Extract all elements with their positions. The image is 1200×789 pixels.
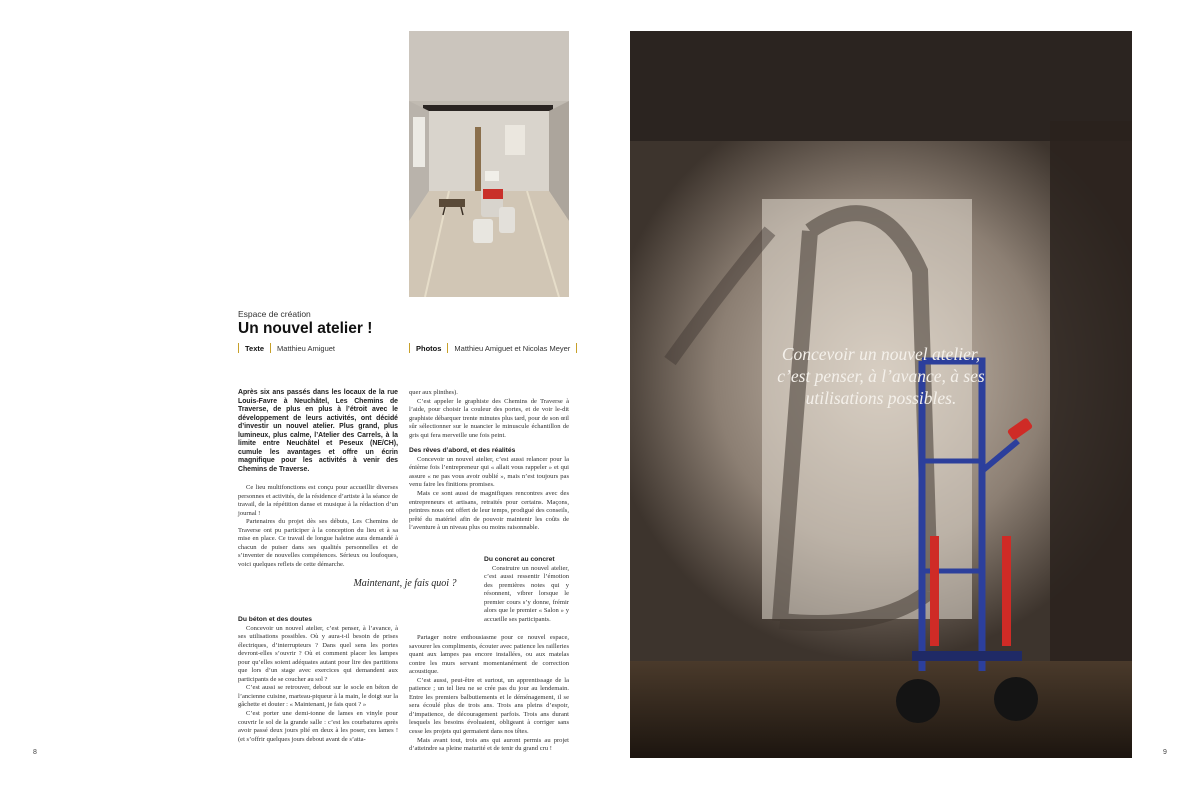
paragraph: C’est aussi se retrouver, debout sur le socle en béton de l’ancienne cuisine, marteau-piqueur à la main, le doigt sur la gâchette et douter : « Maintenant, je fais quoi ? » xyxy=(238,684,398,709)
subheading: Du béton et des doutes xyxy=(238,616,312,623)
column-left-lower xyxy=(238,616,398,744)
text-credit-label: Texte xyxy=(245,344,265,353)
renovation-photo xyxy=(409,31,569,297)
photo-quote: Concevoir un nouvel atelier, c’est penser, à l’avance, à ses utilisations possibles. xyxy=(777,344,985,408)
column-left xyxy=(238,484,398,569)
page-number-left: 8 xyxy=(33,749,37,756)
paragraph: Partenaires du projet dès ses débuts, Les Chemins de Traverse ont pu participer à la conception du lieu et à sa mise en place. Ce travail de longue haleine aura demandé à chacun de puiser dans ses qualités personnelles et de s’inventer de nouvelles compétences. Sérieux ou loufoques, voici quelques reflets de cette démarche. xyxy=(238,518,398,568)
article-title: Un nouvel atelier ! xyxy=(238,320,373,337)
article-lead: Après six ans passés dans les locaux de la rue Louis-Favre à Neuchâtel, Les Chemins de Traverse, de plus en plus à l’étroit avec le développement de leurs activités, ont décidé d’investir un nouvel atelier. Plus grand, plus lumineux, plus calme, l’Atelier des Carrels, à la limite entre Neuchâtel et Peseux (NE/CH), cumule les avantages et offre un écrin magnifique pour les activités à venir des Chemins de Traverse. xyxy=(238,389,398,473)
credit-divider xyxy=(447,343,448,353)
paragraph: Construire un nouvel atelier, c’est aussi ressentir l’émotion des premières notes qui y résonnent, vibrer lorsque le premier cours s’y donne, frémir alors que le premier « Salon » y accueille ses participants. xyxy=(484,564,569,623)
photo-credit-names: Matthieu Amiguet et Nicolas Meyer xyxy=(454,344,571,353)
paragraph: Partager notre enthousiasme pour ce nouvel espace, savourer les compliments, écouter avec patience les railleries quant aux lampes pas encore installées, ou aux matelas contre les murs servant momentanément de correction acoustique. xyxy=(409,634,569,676)
pull-quote: Maintenant, je fais quoi ? xyxy=(353,578,457,589)
article-category: Espace de création xyxy=(238,309,311,319)
paragraph: C’est aussi, peut-être et surtout, un apprentissage de la patience ; un tel lieu ne se crée pas du jour au lendemain. Entre les premiers balbutiements et le déménagement, il se sera écoulé plus de trois ans. Trois ans pleins d’espoir, d’impatience, de découragement parfois. Trois ans durant lesquels les besoins évoluaient, obligeant à corriger sans cesse les projets qui germaient dans nos têtes. xyxy=(409,676,569,736)
column-right-inset xyxy=(484,556,569,624)
paragraph: Ce lieu multifonctions est conçu pour accueillir diverses personnes et activités, de la résidence d’artiste à la séance de travail, de la répétition danse et musique à la rédaction d’un journal ! xyxy=(238,484,398,517)
paragraph: C’est appeler le graphiste des Chemins de Traverse à l’aide, pour choisir la couleur des portes, et de voir le-dit graphiste débarquer trente minutes plus tard, pour de son œil sûr sélectionner sur le nuancier le minuscule échantillon de gris qui fera merveille une fois peint. xyxy=(409,397,569,439)
text-credit xyxy=(238,343,335,353)
renovation-photo-illustration xyxy=(409,31,569,297)
paragraph: Mais avant tout, trois ans qui auront permis au projet d’atteindre sa pleine maturité et de tenir du grand cru ! xyxy=(409,736,569,753)
page-number-right: 9 xyxy=(1163,749,1167,756)
paragraph: Concevoir un nouvel atelier, c’est aussi relancer pour la énième fois l’entrepreneur qui « allait vous rappeler » et qui assure « ne pas vous avoir oublié », mais n’est toujours pas venu faire les finitions promises. xyxy=(409,455,569,489)
credit-divider xyxy=(270,343,271,353)
photo-credit-label: Photos xyxy=(416,344,442,353)
text-credit-author: Matthieu Amiguet xyxy=(277,344,335,353)
paragraph: quer aux plinthes). xyxy=(409,389,458,396)
credit-divider xyxy=(238,343,239,353)
paragraph: Mais ce sont aussi de magnifiques rencontres avec des entrepreneurs et artisans, retraités pour certains. Maçons, peintres nous ont offert de leur temps, prodigué des conseils, prêté du matériel afin de pouvoir maintenir les coûts de l’aventure à un niveau plus ou moins raisonnable. xyxy=(409,490,569,532)
subheading: Des rêves d’abord, et des réalités xyxy=(409,447,516,455)
column-right-lower xyxy=(409,634,569,754)
credit-divider xyxy=(409,343,410,353)
column-right xyxy=(409,389,569,533)
credit-divider xyxy=(576,343,577,353)
paragraph: C’est porter une demi-tonne de lames en vinyle pour couvrir le sol de la grande salle : c’est les courbatures après avoir passé deux jours plié en deux à les poser, ces lames ! (et s’offrir quelques jours debout avant de s’atta- xyxy=(238,710,398,743)
paragraph: Concevoir un nouvel atelier, c’est penser, à l’avance, à ses utilisations possibles. Où y aura-t-il besoin de prises électriques, d’interrupteurs ? Dans quel sens les portes devront-elles s’ouvrir ? Où et comment placer les lampes pour qu’elles soient adéquates autant pour lire des partitions que lors d’un stage avec exercices qui demandent aux participants de se coucher au sol ? xyxy=(238,624,398,683)
subheading: Du concret au concret xyxy=(484,556,555,563)
photo-credit xyxy=(409,343,583,353)
